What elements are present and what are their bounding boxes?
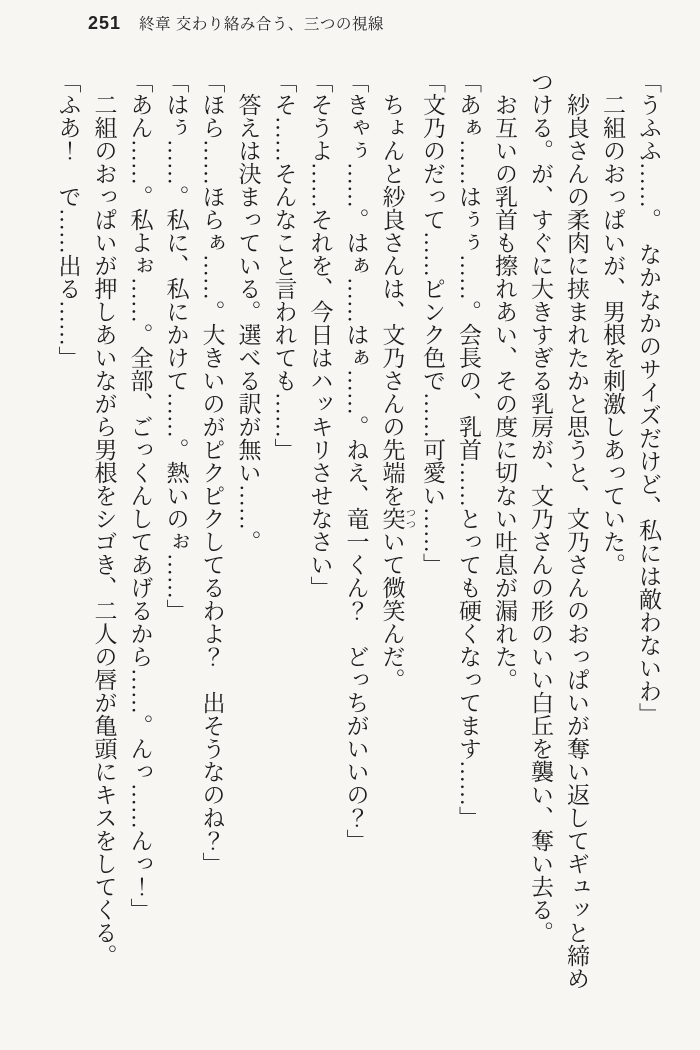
paragraph-dialogue: 「ふあ！ で……出る……」 — [55, 70, 81, 369]
paragraph-narration: 二組のおっぱいが押しあいながら男根をシゴき、二人の唇が亀頭にキスをしてくる。 — [91, 93, 117, 967]
paragraph-dialogue: 「あん……。私よぉ……。全部、ごっくんしてあげるから……。んっ……んっ！」 — [127, 70, 153, 921]
paragraph-narration: 答えは決まっている。選べる訳が無い……。 — [235, 93, 261, 553]
paragraph-dialogue: 「そうよ……それを、今日はハッキリさせなさい」 — [307, 70, 333, 599]
paragraph-dialogue: 「文乃のだって……ピンク色で……可愛い……」 — [420, 70, 445, 576]
paragraph-dialogue: 「そ……そんなこと言われても……」 — [271, 70, 297, 461]
paragraph-dialogue: 「きゃぅ……。はぁ……はぁ……。ねえ、竜一くん？ どっちがいいの？」 — [343, 70, 369, 852]
running-head — [88, 12, 384, 34]
paragraph-narration: 二組のおっぱいが、男根を刺激しあっていた。 — [600, 93, 625, 576]
page-body — [50, 70, 666, 1000]
paragraph-narration: 紗良さんの柔肉に挟まれたかと思うと、文乃さんのおっぱいが奪い返してギュッと締めつける。が、すぐに大きすぎる乳房が、文乃さんの形のいい白丘を襲い、奪い去る。 — [528, 70, 589, 990]
furigana-annotation: 突 つつ — [379, 507, 415, 530]
paragraph-narration: お互いの乳首も擦れあい、その度に切ない吐息が漏れた。 — [492, 93, 517, 691]
paragraph-narration: ちょんと紗良さんは、文乃さんの先端を突 つついて微笑んだ。 — [379, 93, 415, 691]
paragraph-dialogue: 「ほら……ほらぁ……。大きいのがピクピクしてるわよ？ 出そうなのね？」 — [199, 70, 225, 875]
paragraph-dialogue: 「うふふ……。 なかなかのサイズだけど、私には敵わないわ」 — [636, 70, 661, 726]
paragraph-dialogue: 「はぅ……。私に、私にかけて……。熱いのぉ……」 — [163, 70, 189, 622]
chapter-title: 終章 交わり絡み合う、三つの視線 — [139, 16, 384, 33]
page-number: 251 — [88, 13, 122, 33]
paragraph-dialogue: 「あぁ……はぅぅ……。会長の、乳首……とっても硬くなってます……」 — [456, 70, 481, 829]
